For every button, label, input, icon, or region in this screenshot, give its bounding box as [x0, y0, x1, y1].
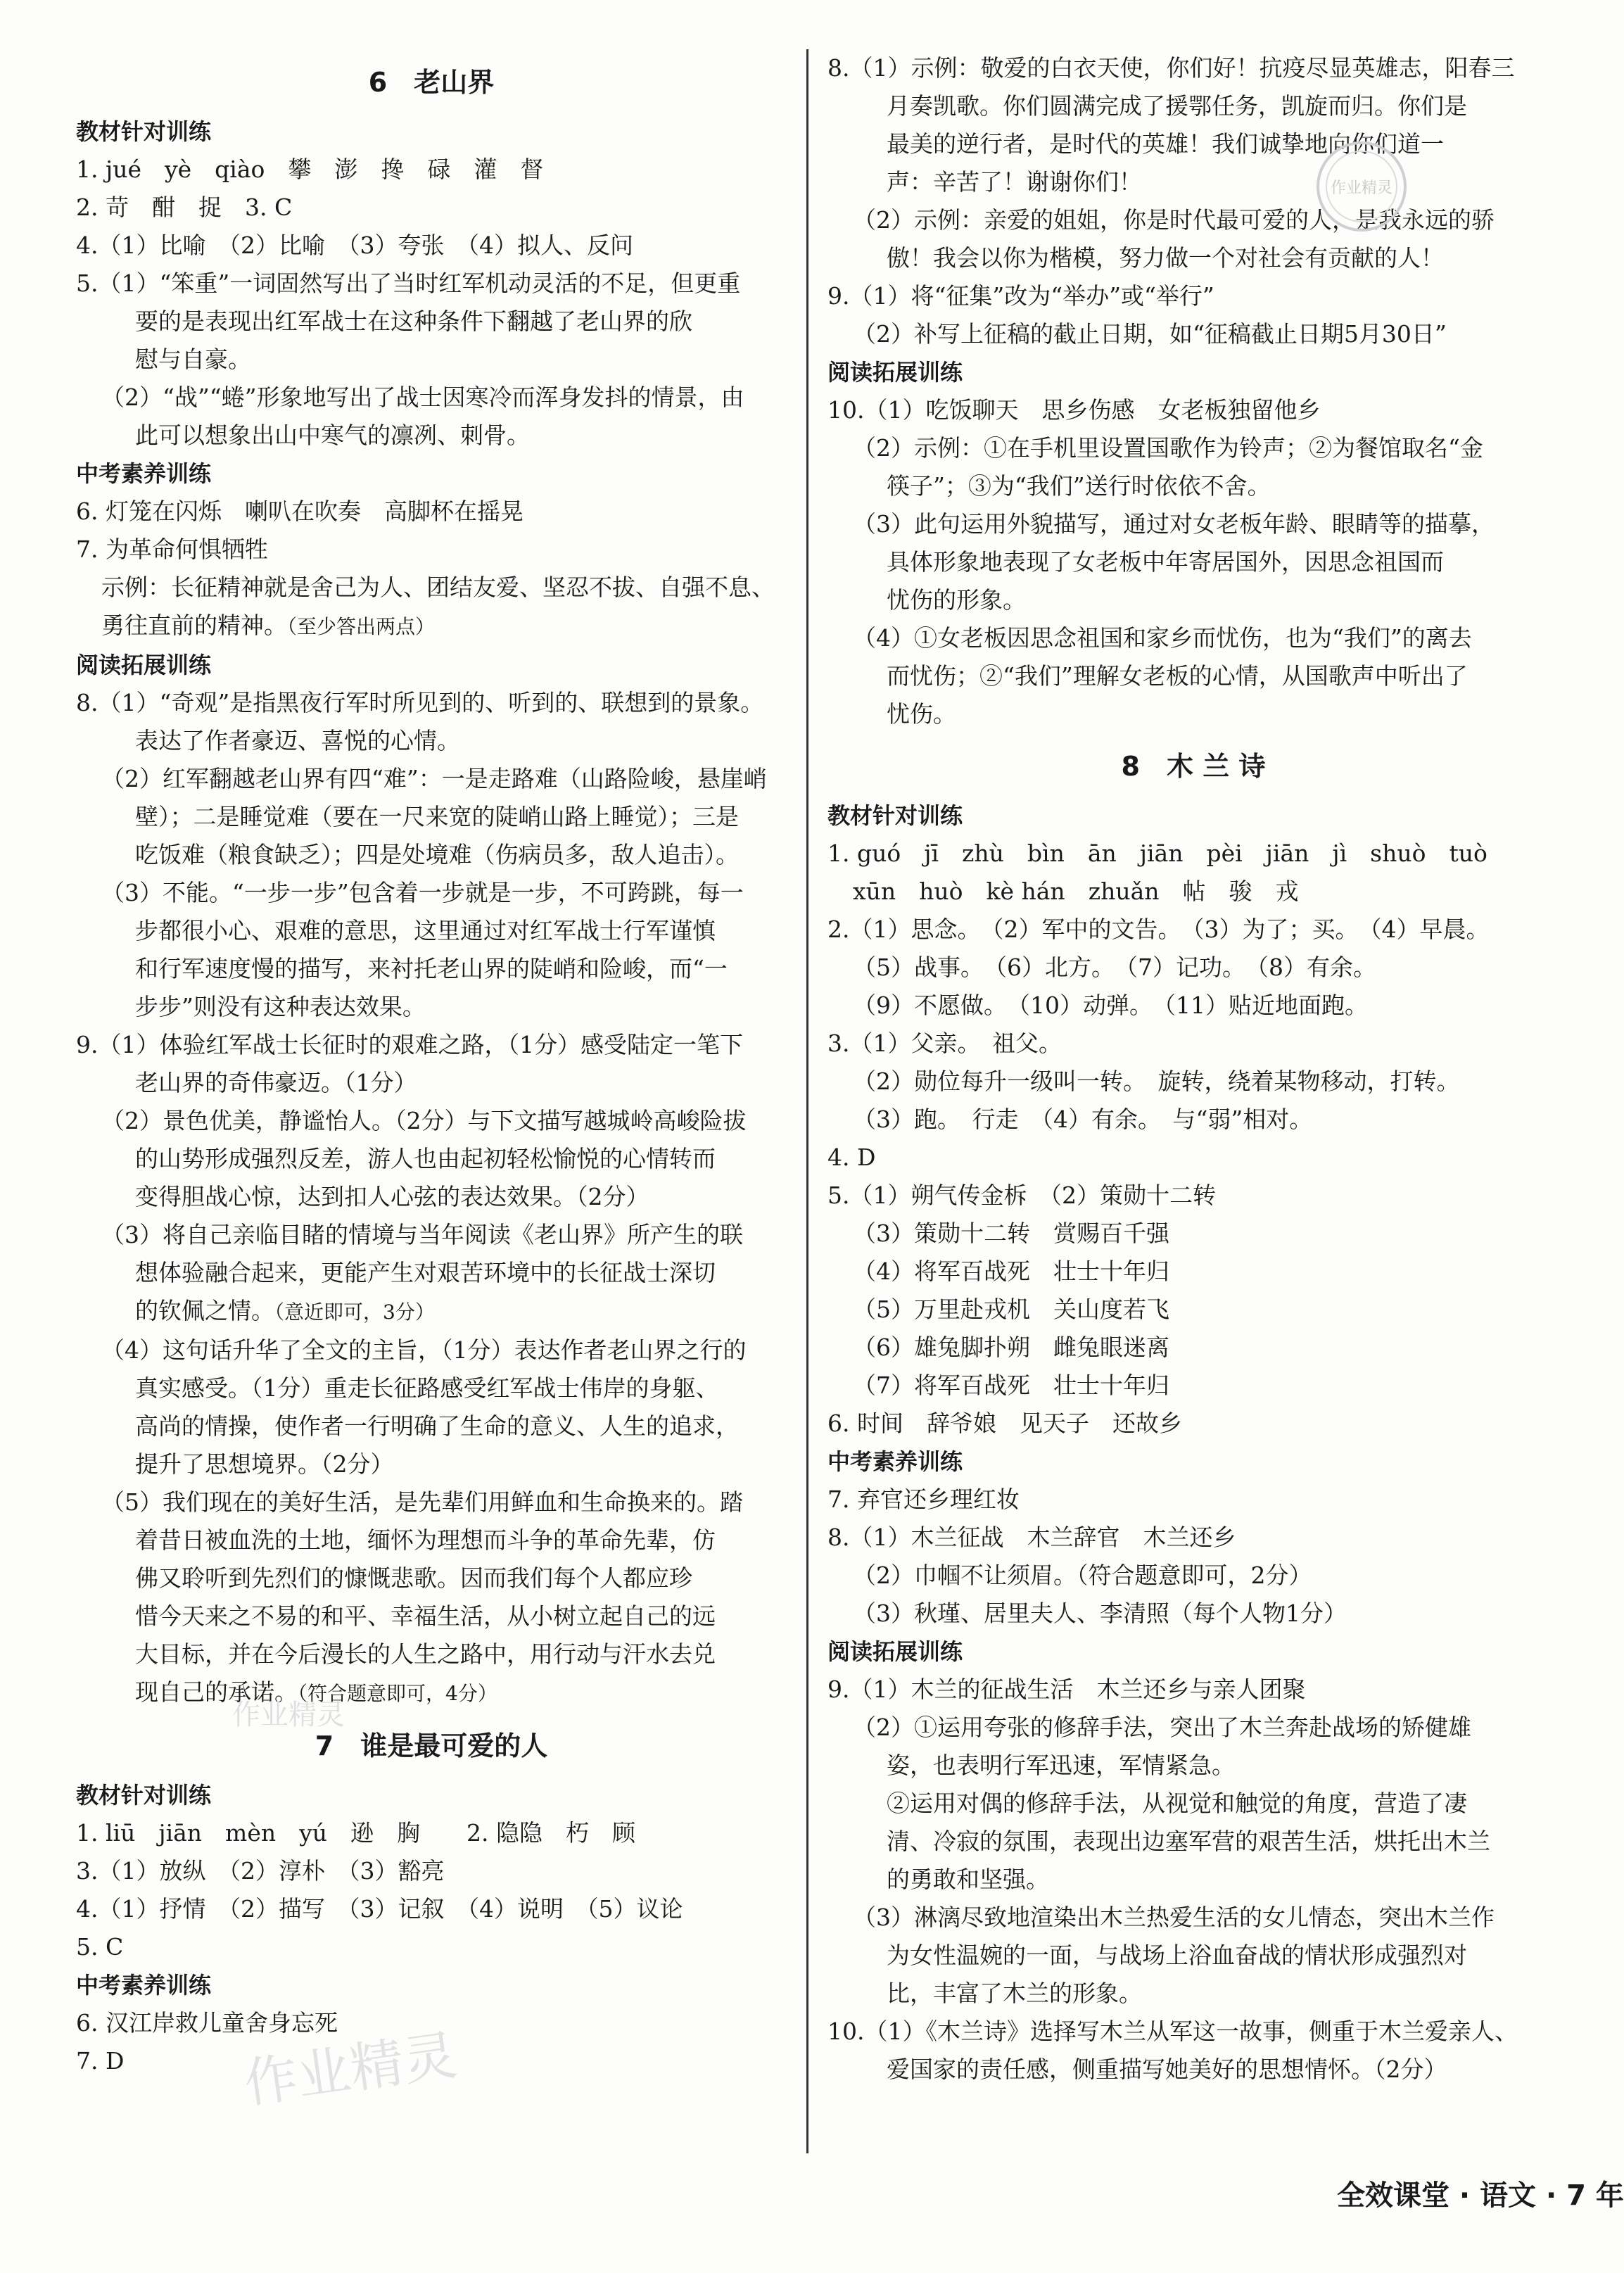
answer-line: （5）我们现在的美好生活，是先辈们用鲜血和生命换来的。踏	[101, 1488, 743, 1516]
answer-line: 最美的逆行者，是时代的英雄！我们诚挚地向你们道一	[887, 130, 1444, 158]
answer-line: 10.（1）吃饭聊天 思乡伤感 女老板独留他乡	[827, 396, 1321, 424]
section-heading: 教材针对训练	[76, 1782, 212, 1809]
answer-line: 而忧伤；②“我们”理解女老板的心情，从国歌声中听出了	[887, 662, 1468, 690]
section-heading: 阅读拓展训练	[827, 359, 963, 386]
page-footer: 全效课堂 · 语文 · 7 年	[1337, 2179, 1624, 2212]
answer-text: 现自己的承诺。	[135, 1678, 298, 1706]
answer-line: 步步”则没有这种表达效果。	[135, 993, 426, 1020]
answer-line: 1. liū jiān mèn yú 逊 胸 2. 隐隐 朽 顾	[76, 1819, 635, 1847]
answer-line: 比，丰富了木兰的形象。	[887, 1980, 1142, 2007]
answer-line: 6. 汉江岸救儿童舍身忘死	[76, 2009, 338, 2037]
answer-line: 佛又聆听到先烈们的慷慨悲歌。因而我们每个人都应珍	[135, 1564, 692, 1592]
answer-line: 忧伤。	[887, 700, 956, 728]
answer-text: 的钦佩之情。	[135, 1297, 274, 1324]
section-heading: 阅读拓展训练	[827, 1638, 963, 1665]
answer-line	[76, 1064, 787, 1102]
right-column	[827, 49, 1559, 2089]
answer-line: （2）示例：①在手机里设置国歌作为铃声；②为餐馆取名“金	[853, 434, 1483, 462]
scoring-note: （至少答出两点）	[287, 615, 436, 638]
answer-line: 清、冷寂的氛围，表现出边塞军营的艰苦生活，烘托出木兰	[887, 1828, 1490, 1855]
answer-line: 4.（1）比喻 （2）比喻 （3）夸张 （4）拟人、反问	[76, 232, 633, 259]
watermark-small: 作业精灵	[232, 1699, 345, 1731]
answer-line: （4）这句话升华了全文的主旨，（1分）表达作者老山界之行的	[101, 1336, 747, 1364]
answer-line: （2）勋位每升一级叫一转。 旋转，绕着某物移动，打转。	[853, 1068, 1460, 1095]
section-heading: 中考素养训练	[827, 1448, 963, 1475]
column-divider	[806, 49, 808, 2153]
answer-line: 7. D	[76, 2047, 125, 2075]
answer-line: （2）景色优美，静谧怡人。（2分）与下文描写越城岭高峻险拔	[101, 1107, 747, 1134]
answer-line: 此可以想象出山中寒气的凛冽、刺骨。	[135, 422, 530, 449]
scoring-note: （符合题意即可，4分）	[298, 1682, 497, 1705]
answer-line: 8.（1）“奇观”是指黑夜行军时所见到的、听到的、联想到的景象。	[76, 689, 764, 716]
answer-line: 声：辛苦了！谢谢你们！	[887, 168, 1142, 196]
answer-line	[76, 1673, 787, 1713]
answer-line: 真实感受。（1分）重走长征路感受红军战士伟岸的身躯、	[135, 1374, 719, 1402]
answer-line: 傲！我会以你为楷模，努力做一个对社会有贡献的人！	[887, 244, 1444, 272]
answer-line: （6）雄兔脚扑朔 雌兔眼迷离	[853, 1334, 1169, 1361]
answer-line: （3）策勋十二转 赏赐百千强	[853, 1220, 1169, 1247]
answer-line: （4）将军百战死 壮士十年归	[853, 1258, 1169, 1285]
answer-line: （4）①女老板因思念祖国和家乡而忧伤，也为“我们”的离去	[853, 624, 1472, 652]
section-heading: 教材针对训练	[76, 118, 212, 145]
answer-line: 7. 为革命何惧牺牲	[76, 536, 268, 563]
answer-line: 示例：长征精神就是舍己为人、团结友爱、坚忍不拔、自强不息、	[101, 574, 775, 601]
answer-line: 提升了思想境界。（2分）	[135, 1450, 394, 1478]
watermark-left: 作业精灵	[240, 2023, 461, 2115]
answer-line: （2）红军翻越老山界有四“难”：一是走路难（山路险峻，悬崖峭	[101, 765, 767, 792]
answer-line: （5）万里赴戎机 关山度若飞	[853, 1296, 1169, 1323]
answer-line: ②运用对偶的修辞手法，从视觉和触觉的角度，营造了凄	[887, 1790, 1467, 1817]
answer-line: 忧伤的形象。	[887, 586, 1026, 614]
answer-text: 老山界的奇伟豪迈。	[135, 1069, 344, 1096]
answer-line: 9.（1）木兰的征战生活 木兰还乡与亲人团聚	[827, 1676, 1306, 1703]
answer-line: （3）不能。“一步一步”包含着一步就是一步，不可跨跳，每一	[101, 879, 744, 906]
answer-line: 2.（1）思念。 （2）军中的文告。 （3）为了；买。 （4）早晨。	[827, 916, 1490, 943]
answer-line: 6. 灯笼在闪烁 喇叭在吹奏 高脚杯在摇晃	[76, 498, 524, 525]
answer-line: 9.（1）将“征集”改为“举办”或“举行”	[827, 282, 1214, 310]
answer-line: （2）巾帼不让须眉。（符合题意即可，2分）	[853, 1562, 1312, 1589]
answer-line: 高尚的情操，使作者一行明确了生命的意义、人生的追求，	[135, 1412, 739, 1440]
answer-line: （9）不愿做。 （10）动弹。 （11）贴近地面跑。	[853, 992, 1368, 1019]
scoring-note: （1分）	[344, 1069, 417, 1096]
answer-line: 和行军速度慢的描写，来衬托老山界的陡峭和险峻，而“一	[135, 955, 728, 982]
answer-line: 想体验融合起来，更能产生对艰苦环境中的长征战士深切	[135, 1259, 716, 1286]
answer-line: 慰与自豪。	[135, 346, 251, 373]
answer-line: 吃饭难（粮食缺乏）；四是处境难（伤病员多，敌人追击）。	[135, 841, 739, 868]
answer-line: （3）淋漓尽致地渲染出木兰热爱生活的女儿情态，突出木兰作	[853, 1904, 1495, 1931]
chapter-7-title: 7 谁是最可爱的人	[315, 1730, 548, 1761]
answer-line: 为女性温婉的一面，与战场上浴血奋战的情状形成强烈对	[887, 1942, 1467, 1969]
chapter-8-title: 8 木 兰 诗	[1121, 751, 1266, 782]
section-heading: 阅读拓展训练	[76, 652, 212, 678]
answer-line: 月奏凯歌。你们圆满完成了援鄂任务，凯旋而归。你们是	[887, 92, 1467, 120]
answer-line: 4. D	[827, 1144, 876, 1171]
answer-line: 具体形象地表现了女老板中年寄居国外，因思念祖国而	[887, 548, 1444, 576]
section-heading: 教材针对训练	[827, 802, 963, 829]
answer-line: 变得胆战心惊，达到扣人心弦的表达效果。（2分）	[135, 1183, 649, 1210]
answer-line: 4.（1）抒情 （2）描写 （3）记叙 （4）说明 （5）议论	[76, 1895, 683, 1923]
answer-line: 筷子”；③为“我们”送行时依依不舍。	[887, 472, 1271, 500]
answer-line: xūn huò kè hán zhuǎn 帖 骏 戎	[853, 878, 1299, 905]
scoring-note: （意近即可，3分）	[274, 1300, 435, 1324]
answer-line: （2）“战”“蜷”形象地写出了战士因寒冷而浑身发抖的情景，由	[101, 384, 744, 411]
answer-line: 惜今天来之不易的和平、幸福生活，从小树立起自己的远	[135, 1602, 716, 1630]
answer-line: 5.（1）“笨重”一词固然写出了当时红军机动灵活的不足，但更重	[76, 270, 741, 297]
answer-line: 要的是表现出红军战士在这种条件下翻越了老山界的欣	[135, 308, 692, 335]
answer-line: （2）示例：亲爱的姐姐，你是时代最可爱的人，是我永远的骄	[853, 206, 1495, 234]
answer-line: （3）将自己亲临目睹的情境与当年阅读《老山界》所产生的联	[101, 1221, 743, 1248]
section-heading: 中考素养训练	[76, 460, 212, 487]
answer-line: 1. jué yè qiào 攀 澎 搀 碌 灌 督	[76, 156, 544, 183]
answer-line: 6. 时间 辞爷娘 见天子 还故乡	[827, 1410, 1182, 1437]
answer-line: （3）此句运用外貌描写，通过对女老板年龄、眼睛等的描摹，	[853, 510, 1495, 538]
answer-line: 的山势形成强烈反差，游人也由起初轻松愉悦的心情转而	[135, 1145, 716, 1172]
answer-line: 1. guó jī zhù bìn ān jiān pèi jiān jì shuò tuò	[827, 840, 1487, 867]
answer-line: （5）战事。 （6）北方。 （7）记功。 （8）有余。	[853, 954, 1376, 981]
left-column	[76, 49, 787, 2080]
answer-line: 壁）；二是睡觉难（要在一尺来宽的陡峭山路上睡觉）；三是	[135, 803, 739, 830]
answer-line: （3）跑。 行走 （4）有余。 与“弱”相对。	[853, 1106, 1313, 1133]
answer-text: 勇往直前的精神。	[101, 612, 287, 639]
answer-line: 步都很小心、艰难的意思，这里通过对红军战士行军谨慎	[135, 917, 716, 944]
answer-line	[76, 1292, 787, 1331]
answer-line: 3.（1）放纵 （2）淳朴 （3）豁亮	[76, 1857, 445, 1885]
answer-line	[76, 607, 787, 646]
answer-line: 着昔日被血洗的土地，缅怀为理想而斗争的革命先辈，仿	[135, 1526, 716, 1554]
answer-line: 2. 苛 酣 捉 3. C	[76, 194, 293, 221]
answer-line: 大目标，并在今后漫长的人生之路中，用行动与汗水去兑	[135, 1640, 716, 1668]
chapter-6-title: 6 老山界	[368, 67, 495, 98]
answer-line: 表达了作者豪迈、喜悦的心情。	[135, 727, 460, 754]
answer-line: 的勇敢和坚强。	[887, 1866, 1049, 1893]
answer-line: 爱国家的责任感，侧重描写她美好的思想情怀。（2分）	[887, 2056, 1447, 2083]
answer-line: 5. C	[76, 1933, 124, 1961]
answer-line: 10.（1）《木兰诗》选择写木兰从军这一故事，侧重于木兰爱亲人、	[827, 2018, 1518, 2045]
stamp-text: 作业精灵	[1330, 179, 1393, 197]
answer-line: （3）秋瑾、居里夫人、李清照（每个人物1分）	[853, 1600, 1347, 1627]
answer-line: （2）①运用夸张的修辞手法，突出了木兰奔赴战场的矫健雄	[853, 1714, 1471, 1741]
answer-line: 7. 弃官还乡理红妆	[827, 1486, 1020, 1513]
watermark-stamp-icon	[1309, 134, 1414, 239]
answer-line: （7）将军百战死 壮士十年归	[853, 1372, 1169, 1399]
section-heading: 中考素养训练	[76, 1972, 212, 1999]
answer-line: 8.（1）示例：敬爱的白衣天使，你们好！抗疫尽显英雄志，阳春三	[827, 54, 1515, 82]
answer-line: 9.（1）体验红军战士长征时的艰难之路，（1分）感受陆定一笔下	[76, 1031, 743, 1058]
answer-line: （2）补写上征稿的截止日期，如“征稿截止日期5月30日”	[853, 320, 1447, 348]
answer-line: 8.（1）木兰征战 木兰辞官 木兰还乡	[827, 1524, 1236, 1551]
answer-line: 5.（1）朔气传金柝 （2）策勋十二转	[827, 1182, 1216, 1209]
answer-line: 姿，也表明行军迅速，军情紧急。	[887, 1752, 1235, 1779]
answer-line: 3.（1）父亲。 祖父。	[827, 1030, 1062, 1057]
